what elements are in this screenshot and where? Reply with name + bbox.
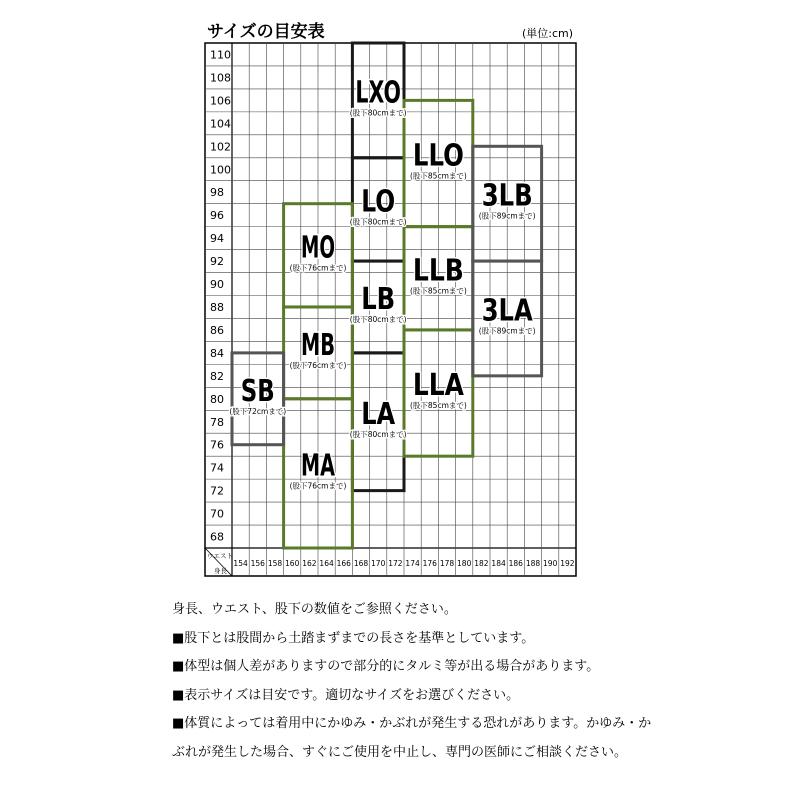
waist-tick-label: 110 [210,48,231,62]
height-tick-label: 192 [560,559,575,568]
height-tick-label: 184 [491,559,506,568]
height-tick-label: 158 [267,559,283,568]
waist-tick-label: 86 [210,323,224,337]
size-name-label: SB [240,373,275,409]
corner-label-height: 身長 [214,567,227,575]
unit-label: (単位:cm) [522,27,574,40]
notes [172,596,651,767]
size-inseam-note: (股下89cmまで) [478,326,536,336]
note-line: ぶれが発生した場合、すぐにご使用を中止し、専門の医師にご相談ください。 [172,744,628,760]
height-tick-label: 162 [302,559,317,568]
corner-label-waist: ウエスト [207,552,233,560]
size-inseam-note: (股下76cmまで) [289,360,347,370]
height-tick-label: 188 [525,559,541,568]
size-inseam-note: (股下72cmまで) [229,406,287,416]
height-tick-label: 180 [457,559,472,568]
note-line: ■股下とは股間から土踏まずまでの長さを基準としています。 [172,630,535,646]
waist-tick-label: 80 [210,392,224,406]
height-tick-label: 170 [371,559,386,568]
size-name-label: LB [361,281,396,317]
note-line: 身長、ウエスト、股下の数値をご参照ください。 [172,602,457,617]
height-tick-label: 172 [388,559,403,568]
height-tick-label: 174 [405,559,420,568]
size-inseam-note: (股下85cmまで) [409,286,467,296]
note-line: ■体型は個人差がありますので部分的にタルミ等が出る場合があります。 [172,659,600,674]
size-name-label: LLB [412,253,464,289]
size-inseam-note: (股下76cmまで) [289,481,347,491]
waist-tick-label: 94 [210,232,224,246]
waist-tick-label: 78 [210,415,224,429]
waist-tick-label: 100 [210,163,231,177]
height-tick-label: 182 [474,559,489,568]
waist-tick-label: 72 [210,484,224,498]
waist-tick-label: 88 [210,300,224,314]
waist-tick-label: 102 [210,140,231,154]
size-name-label: LLA [412,368,465,404]
size-inseam-note: (股下85cmまで) [409,401,467,411]
note-line: ■体質によっては着用中にかゆみ・かぶれが発生する恐れがあります。かゆみ・か [172,716,652,731]
chart-title: サイズの目安表 [207,22,325,42]
size-inseam-note: (股下80cmまで) [349,314,407,324]
height-tick-label: 166 [336,559,351,568]
size-inseam-note: (股下80cmまで) [349,217,407,227]
height-tick-label: 164 [319,559,334,568]
waist-tick-label: 96 [210,209,224,223]
size-inseam-note: (股下85cmまで) [409,171,467,181]
waist-tick-label: 84 [210,346,224,360]
size-name-label: LLO [412,138,464,174]
waist-tick-label: 108 [210,71,231,85]
waist-tick-label: 68 [210,530,224,544]
height-tick-label: 186 [508,559,523,568]
size-name-label: MA [301,448,336,484]
height-tick-label: 160 [285,559,300,568]
size-name-label: MB [301,327,335,363]
size-name-label: LO [361,184,396,220]
waist-tick-label: 98 [210,186,224,200]
height-tick-label: 190 [543,559,558,568]
size-inseam-note: (股下80cmまで) [349,108,407,118]
waist-tick-label: 70 [210,507,224,521]
waist-tick-label: 74 [210,461,224,475]
waist-tick-label: 82 [210,369,224,383]
height-tick-label: 176 [422,559,437,568]
waist-tick-label: 104 [210,117,231,131]
height-tick-label: 154 [233,559,248,568]
height-tick-label: 178 [439,559,455,568]
size-inseam-note: (股下80cmまで) [349,429,407,439]
height-tick-label: 168 [353,559,369,568]
waist-tick-label: 106 [210,94,231,108]
size-inseam-note: (股下89cmまで) [478,211,536,221]
size-name-label: MO [301,230,335,266]
waist-tick-label: 76 [210,438,224,452]
size-name-label: 3LA [481,293,534,329]
waist-tick-label: 90 [210,278,224,292]
size-inseam-note: (股下76cmまで) [289,263,347,273]
note-line: ■表示サイズは目安です。適切なサイズをお選びください。 [172,687,520,703]
size-name-label: LXO [355,75,402,111]
size-name-label: 3LB [481,178,533,214]
height-tick-label: 156 [250,559,265,568]
waist-tick-label: 92 [210,255,224,269]
size-name-label: LA [361,396,396,432]
